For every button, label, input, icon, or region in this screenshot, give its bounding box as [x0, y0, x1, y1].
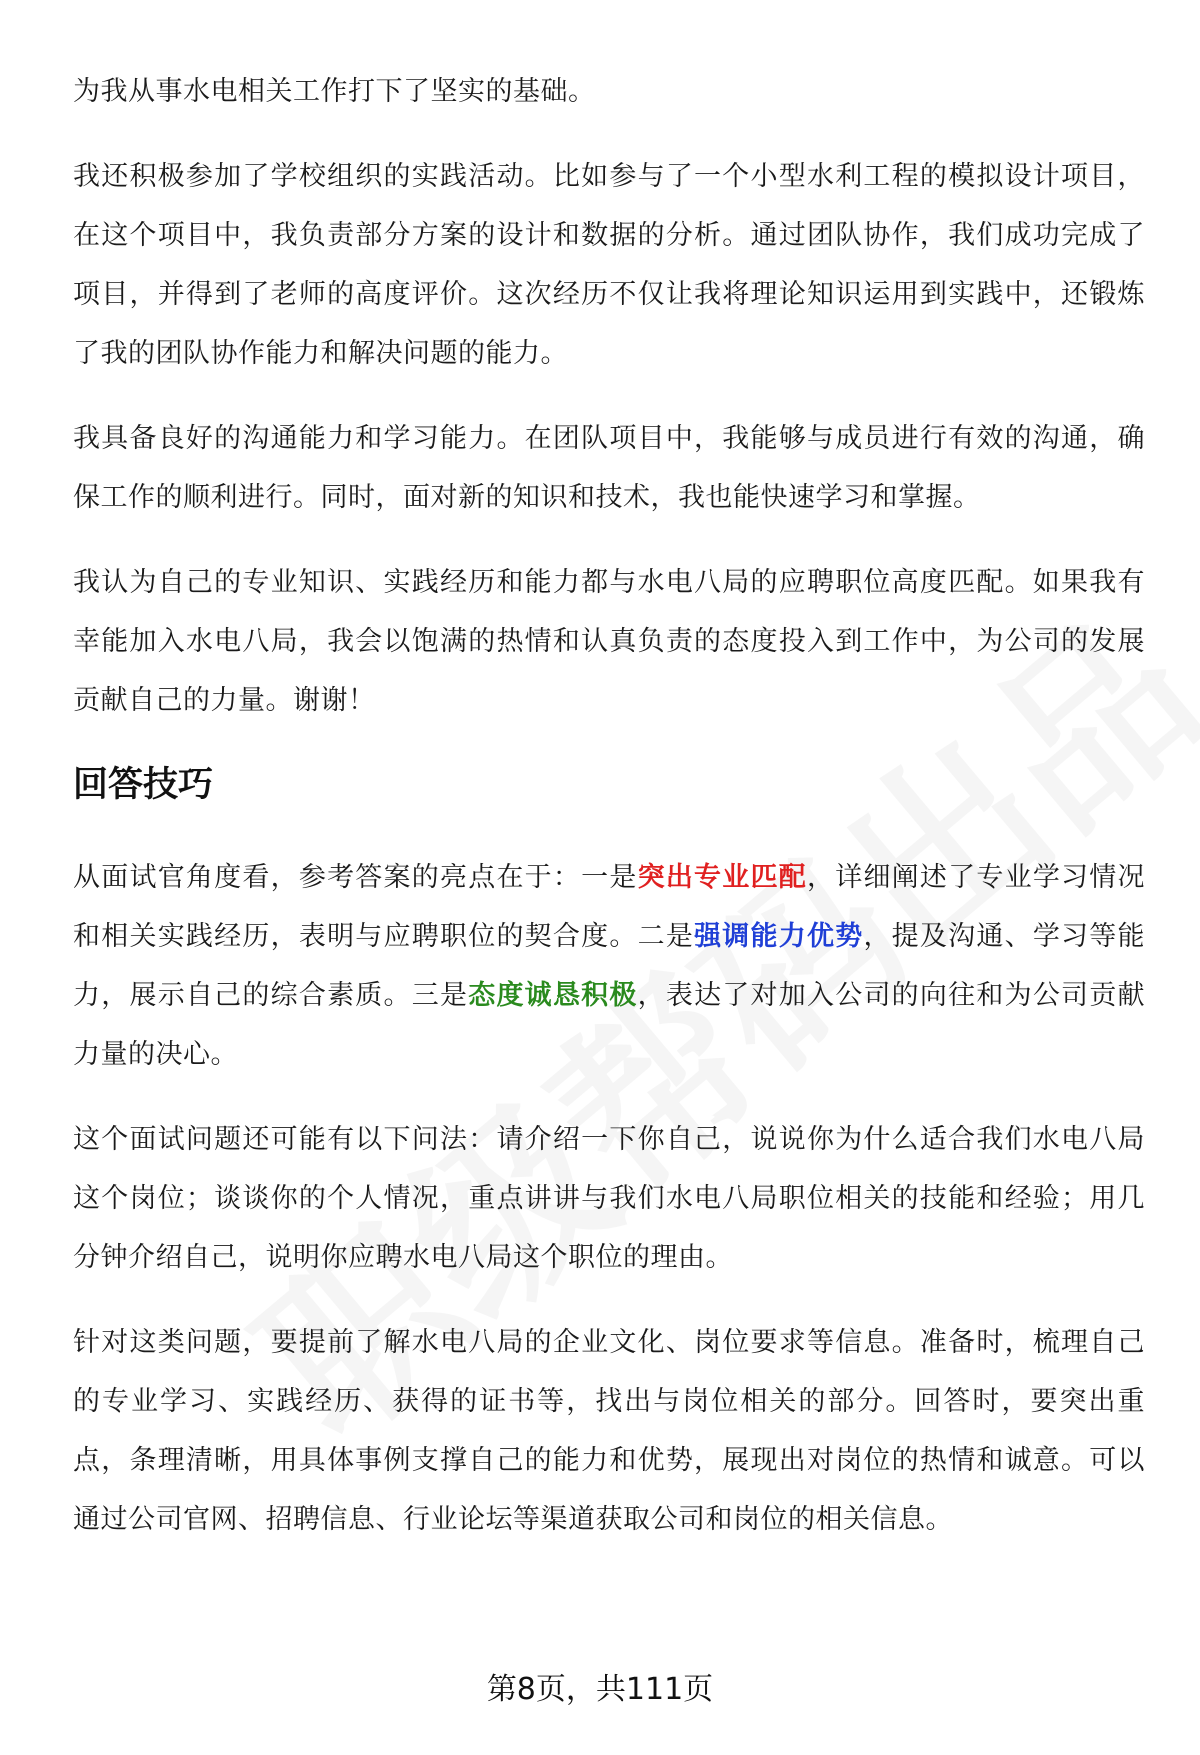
paragraph-preparation: 针对这类问题，要提前了解水电八局的企业文化、岗位要求等信息。准备时，梳理自己的专业学习、实践经历、获得的证书等，找出与岗位相关的部分。回答时，要突出重点，条理清晰，用具体事例支撑自己的能力和优势，展现出对岗位的热情和诚意。可以通过公司官网、招聘信息、行业论坛等渠道获取公司和岗位的相关信息。: [73, 1327, 1145, 1535]
paragraph-conclusion: 我认为自己的专业知识、实践经历和能力都与水电八局的应聘职位高度匹配。如果我有幸能加入水电八局，我会以饱满的热情和认真负责的态度投入到工作中，为公司的发展贡献自己的力量。谢谢！: [73, 567, 1145, 716]
page-content: [73, 62, 1145, 1575]
tips-text-3: ，提及沟通、学习等能力，展示自己的综合素质。三是: [73, 921, 1146, 1011]
tips-text-4: ，表达了对加入公司的向往和为公司贡献力量的决心。: [73, 980, 1146, 1070]
highlight-sincere-attitude: 态度诚恳积极: [468, 980, 638, 1011]
paragraph-tips: [73, 848, 1145, 1084]
paragraph-practice: 我还积极参加了学校组织的实践活动。比如参与了一个小型水利工程的模拟设计项目，在这个项目中，我负责部分方案的设计和数据的分析。通过团队协作，我们成功完成了项目，并得到了老师的高度评价。这次经历不仅让我将理论知识运用到实践中，还锻炼了我的团队协作能力和解决问题的能力。: [73, 161, 1145, 369]
highlight-ability-advantage: 强调能力优势: [694, 921, 864, 952]
page-number: 第8页，共111页: [486, 1672, 714, 1707]
tips-text-2: ，详细阐述了专业学习情况和相关实践经历，表明与应聘职位的契合度。二是: [73, 862, 1146, 952]
tips-text-1: 从面试官角度看，参考答案的亮点在于：一是: [73, 862, 638, 893]
paragraph-communication: 我具备良好的沟通能力和学习能力。在团队项目中，我能够与成员进行有效的沟通，确保工作的顺利进行。同时，面对新的知识和技术，我也能快速学习和掌握。: [73, 423, 1145, 513]
highlight-professional-match: 突出专业匹配: [637, 862, 807, 893]
paragraph-alternate-questions: 这个面试问题还可能有以下问法：请介绍一下你自己，说说你为什么适合我们水电八局这个岗位；谈谈你的个人情况，重点讲讲与我们水电八局职位相关的技能和经验；用几分钟介绍自己，说明你应聘水电八局这个职位的理由。: [73, 1124, 1145, 1273]
paragraph-foundation: 为我从事水电相关工作打下了坚实的基础。: [73, 76, 596, 107]
section-heading: 回答技巧: [73, 765, 214, 805]
